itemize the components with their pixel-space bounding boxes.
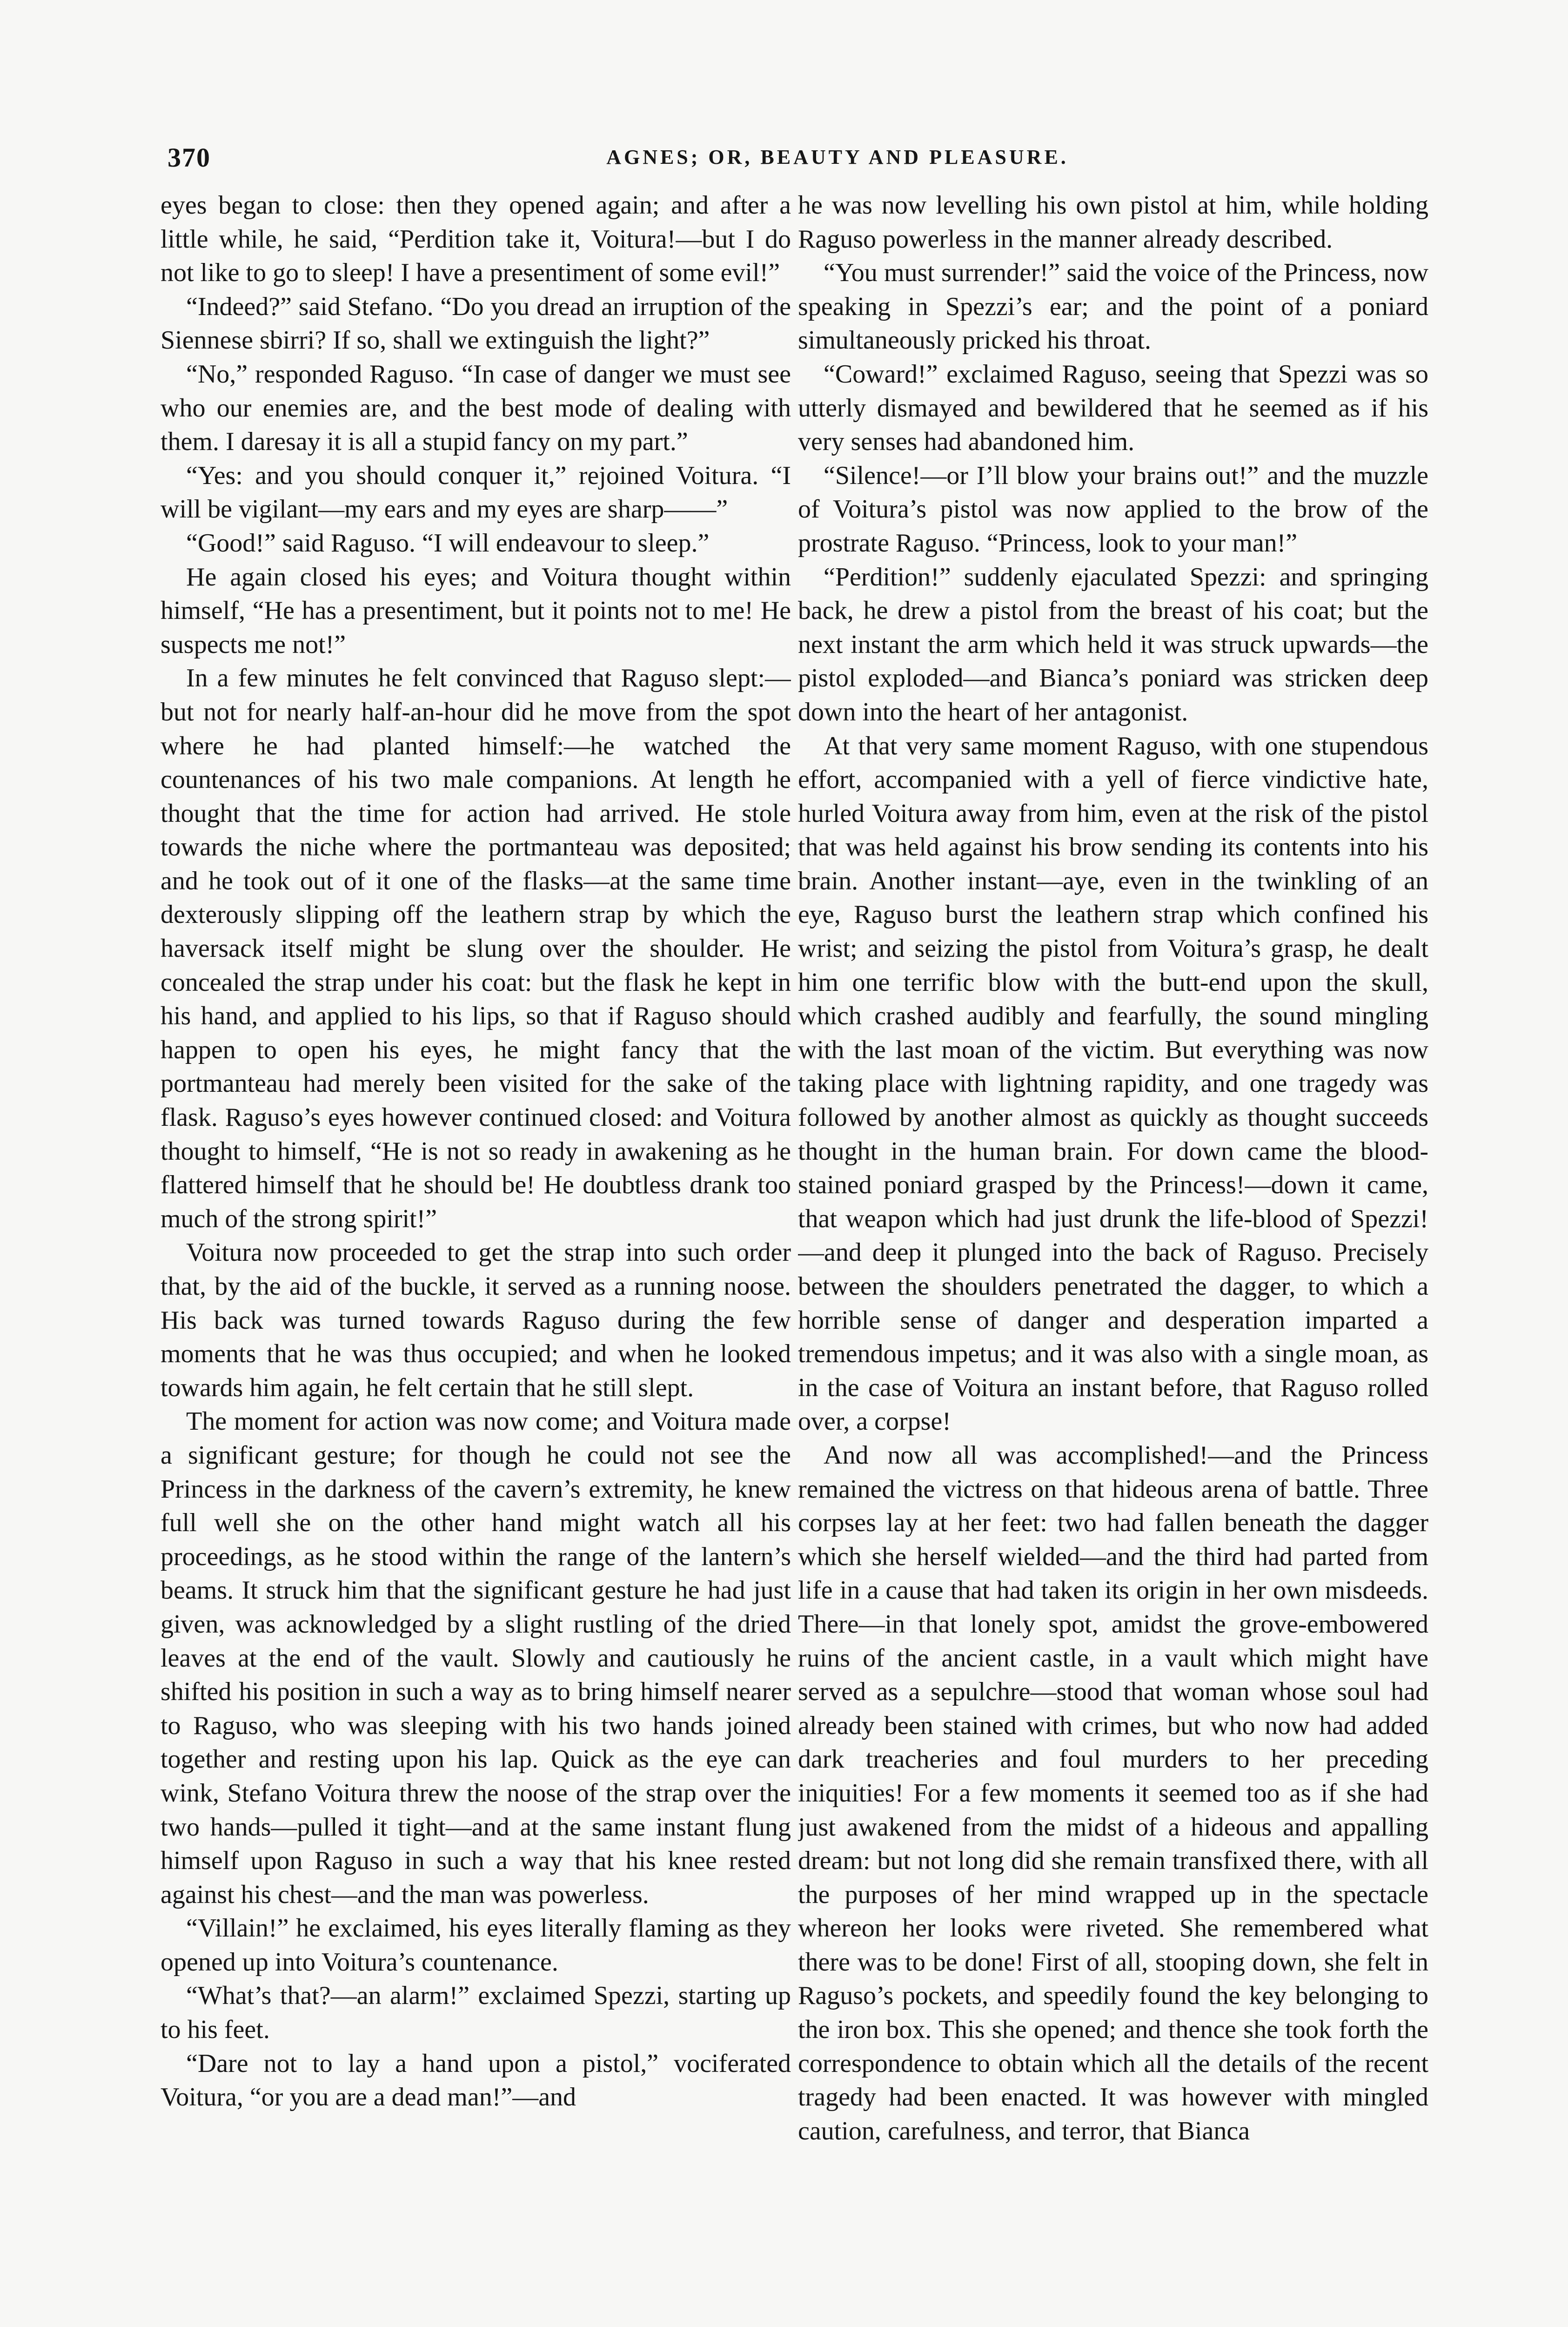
paragraph: “Silence!—or I’ll blow your brains out!” and the muzzle of Voitura’s pistol was now applied to the brow of the prostrate Raguso. “Princess, look to your man!” (798, 461, 1428, 558)
paragraph: “Yes: and you should conquer it,” rejoined Voitura. “I will be vigilant—my ears and my eyes are sharp——” (161, 461, 791, 524)
left-column (161, 188, 791, 2283)
page-number: 370 (168, 142, 211, 173)
paragraph: “Indeed?” said Stefano. “Do you dread an irruption of the Siennese sbirri? If so, shall we extinguish the light?” (161, 292, 791, 355)
paragraph: “What’s that?—an alarm!” exclaimed Spezzi, starting up to his feet. (161, 1981, 791, 2045)
paragraph: At that very same moment Raguso, with one stupendous effort, accompanied with a yell of fierce vindictive hate, hurled Voitura away from him, even at the risk of the pistol that was held against his brow sending its contents into his brain. Another instant—aye, even in the twinkling of an eye, Raguso burst the leathern strap which confined his wrist; and seizing the pistol from Voitura’s grasp, he dealt him one terrific blow with the butt-end upon the skull, which crashed audibly and fearfully, the sound mingling with the last moan of the victim. But everything was now taking place with lightning rapidity, and one tragedy was followed by another almost as quickly as thought succeeds thought in the human brain. For down came the blood-stained poniard grasped by the Princess!—down it came, that weapon which had just drunk the life-blood of Spezzi!—and deep it plunged into the back of Raguso. Precisely between the shoulders penetrated the dagger, to which a horrible sense of danger and desperation imparted a tremendous impetus; and it was also with a single moan, as in the case of Voitura an instant before, that Raguso rolled over, a corpse! (798, 731, 1428, 1436)
paragraph: And now all was accomplished!—and the Princess remained the victress on that hideous arena of battle. Three corpses lay at her feet: two had fallen beneath the dagger which she herself wielded—and the third had parted from life in a cause that had taken its origin in her own misdeeds. There—in that lonely spot, amidst the grove-embowered ruins of the ancient castle, in a vault which might have served as a sepulchre—stood that woman whose soul had already been stained with crimes, but who now had added dark treacheries and foul murders to her preceding iniquities! For a few moments it seemed too as if she had just awakened from the midst of a hideous and appalling dream: but not long did she remain transfixed there, with all the purposes of her mind wrapped up in the spectacle whereon her looks were riveted. She remembered what there was to be done! First of all, stooping down, she felt in Raguso’s pockets, and speedily found the key belonging to the iron box. This she opened; and thence she took forth the correspondence to obtain which all the details of the recent tragedy had been enacted. It was however with mingled caution, carefulness, and terror, that Bianca (798, 1440, 1428, 2145)
paragraph: “No,” responded Raguso. “In case of danger we must see who our enemies are, and the best mode of dealing with them. I daresay it is all a stupid fancy on my part.” (161, 359, 791, 457)
paragraph: The moment for action was now come; and Voitura made a significant gesture; for though he could not see the Princess in the darkness of the cavern’s extremity, he knew full well she on the other hand might watch all his proceedings, as he stood within the range of the lantern’s beams. It struck him that the significant gesture he had just given, was acknowledged by a slight rustling of the dried leaves at the end of the vault. Slowly and cautiously he shifted his position in such a way as to bring himself nearer to Raguso, who was sleeping with his two hands joined together and resting upon his lap. Quick as the eye can wink, Stefano Voitura threw the noose of the strap over the two hands—pulled it tight—and at the same instant flung himself upon Raguso in such a way that his knee rested against his chest—and the man was powerless. (161, 1407, 791, 1909)
paragraph: “Perdition!” suddenly ejaculated Spezzi: and springing back, he drew a pistol from the breast of his coat; but the next instant the arm which held it was struck upwards—the pistol exploded—and Bianca’s poniard was stricken deep down into the heart of her antagonist. (798, 562, 1428, 726)
right-column (798, 188, 1428, 2283)
paragraph: “Dare not to lay a hand upon a pistol,” vociferated Voitura, “or you are a dead man!”—and (161, 2049, 791, 2112)
paragraph: “Coward!” exclaimed Raguso, seeing that Spezzi was so utterly dismayed and bewildered that he seemed as if his very senses had abandoned him. (798, 359, 1428, 457)
paragraph: he was now levelling his own pistol at him, while holding Raguso powerless in the manner already described. (798, 191, 1428, 254)
paragraph: “Villain!” he exclaimed, his eyes literally flaming as they opened up into Voitura’s countenance. (161, 1914, 791, 1977)
paragraph: He again closed his eyes; and Voitura thought within himself, “He has a presentiment, but it points not to me! He suspects me not!” (161, 562, 791, 659)
paragraph: Voitura now proceeded to get the strap into such order that, by the aid of the buckle, it served as a running noose. His back was turned towards Raguso during the few moments that he was thus occupied; and when he looked towards him again, he felt certain that he still slept. (161, 1238, 791, 1402)
paragraph: eyes began to close: then they opened again; and after a little while, he said, “Perdition take it, Voitura!—but I do not like to go to sleep! I have a presentiment of some evil!” (161, 191, 791, 288)
paragraph: “Good!” said Raguso. “I will endeavour to sleep.” (186, 528, 710, 558)
running-title: AGNES; OR, BEAUTY AND PLEASURE. (606, 146, 1069, 168)
paragraph: In a few minutes he felt convinced that Raguso slept:—but not for nearly half-an-hour did he move from the spot where he had planted himself:—he watched the countenances of his two male companions. At length he thought that the time for action had arrived. He stole towards the niche where the portmanteau was deposited; and he took out of it one of the flasks—at the same time dexterously slipping off the leathern strap by which the haversack itself might be slung over the shoulder. He concealed the strap under his coat: but the flask he kept in his hand, and applied to his lips, so that if Raguso should happen to open his eyes, he might fancy that the portmanteau had merely been visited for the sake of the flask. Raguso’s eyes however continued closed: and Voitura thought to himself, “He is not so ready in awakening as he flattered himself that he should be! He doubtless drank too much of the strong spirit!” (161, 664, 791, 1233)
paragraph: “You must surrender!” said the voice of the Princess, now speaking in Spezzi’s ear; and the point of a poniard simultaneously pricked his throat. (798, 258, 1428, 355)
